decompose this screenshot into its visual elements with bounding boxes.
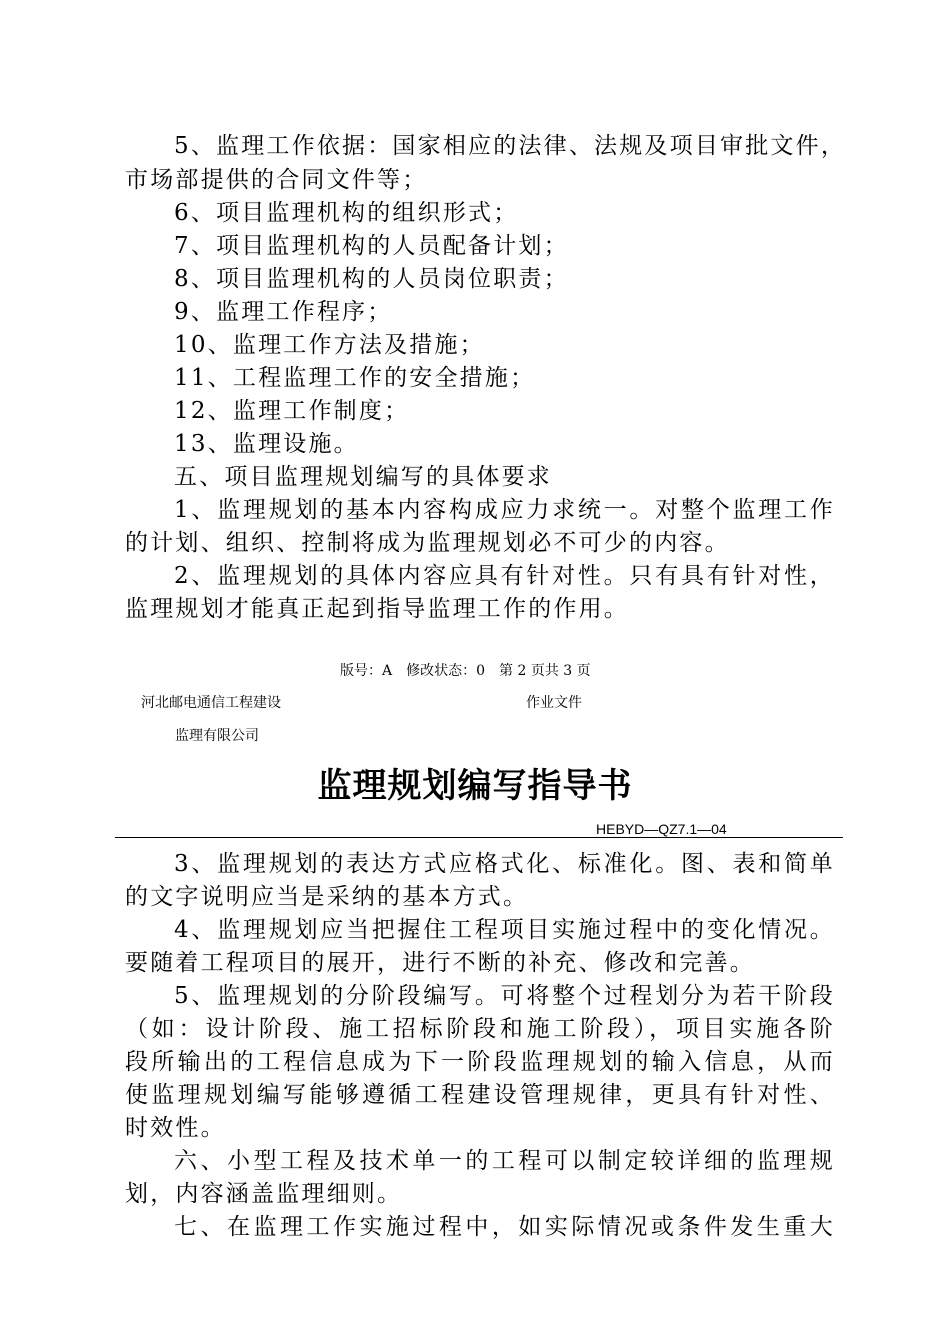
text-line: 10、监理工作方法及措施；: [174, 332, 485, 358]
text-line: 6、项目监理机构的组织形式；: [174, 200, 519, 226]
text-line: 使监理规划编写能够遵循工程建设管理规律，更具有针对性、: [125, 1082, 835, 1108]
text-line: 4、监理规划应当把握住工程项目实施过程中的变化情况。: [174, 917, 835, 943]
section-heading: 六、小型工程及技术单一的工程可以制定较详细的监理规: [174, 1148, 835, 1174]
text-line: 市场部提供的合同文件等；: [125, 167, 428, 193]
text-line: 的文字说明应当是采纳的基本方式。: [125, 884, 529, 910]
text-line: 2、监理规划的具体内容应具有针对性。只有具有针对性，: [174, 563, 835, 589]
header-rule: [115, 837, 843, 838]
doc-code: HEBYD—QZ7.1—04: [596, 821, 727, 837]
page-title: 监理规划编写指导书: [317, 766, 633, 806]
section-heading: 五、项目监理规划编写的具体要求: [174, 464, 552, 490]
section-heading: 七、在监理工作实施过程中，如实际情况或条件发生重大: [174, 1214, 835, 1240]
doc-type: 作业文件: [526, 695, 582, 711]
text-line: 12、监理工作制度；: [174, 398, 410, 424]
page-footer: 版号：A 修改状态：0 第 2 页共 3 页: [340, 663, 591, 679]
text-line: 13、监理设施。: [174, 431, 359, 457]
text-line: 段所输出的工程信息成为下一阶段监理规划的输入信息，从而: [125, 1049, 835, 1075]
text-line: 8、项目监理机构的人员岗位职责；: [174, 266, 569, 292]
text-line: 5、监理规划的分阶段编写。可将整个过程划分为若干阶段: [174, 983, 835, 1009]
text-line: 监理规划才能真正起到指导监理工作的作用。: [125, 596, 629, 622]
text-line: 时效性。: [125, 1115, 226, 1141]
text-line: 5、监理工作依据：国家相应的法律、法规及项目审批文件，: [174, 133, 847, 159]
text-line: 11、工程监理工作的安全措施；: [174, 365, 536, 391]
text-line: 7、项目监理机构的人员配备计划；: [174, 233, 569, 259]
text-line: 划，内容涵盖监理细则。: [125, 1181, 403, 1207]
text-line: （如：设计阶段、施工招标阶段和施工阶段），项目实施各阶: [125, 1016, 835, 1042]
company-name-line2: 监理有限公司: [175, 728, 259, 744]
text-line: 1、监理规划的基本内容构成应力求统一。对整个监理工作: [174, 497, 835, 523]
text-line: 要随着工程项目的展开，进行不断的补充、修改和完善。: [125, 950, 755, 976]
text-line: 的计划、组织、控制将成为监理规划必不可少的内容。: [125, 530, 730, 556]
text-line: 9、监理工作程序；: [174, 299, 393, 325]
company-name-line1: 河北邮电通信工程建设: [141, 695, 281, 711]
text-line: 3、监理规划的表达方式应格式化、标准化。图、表和简单: [174, 851, 835, 877]
